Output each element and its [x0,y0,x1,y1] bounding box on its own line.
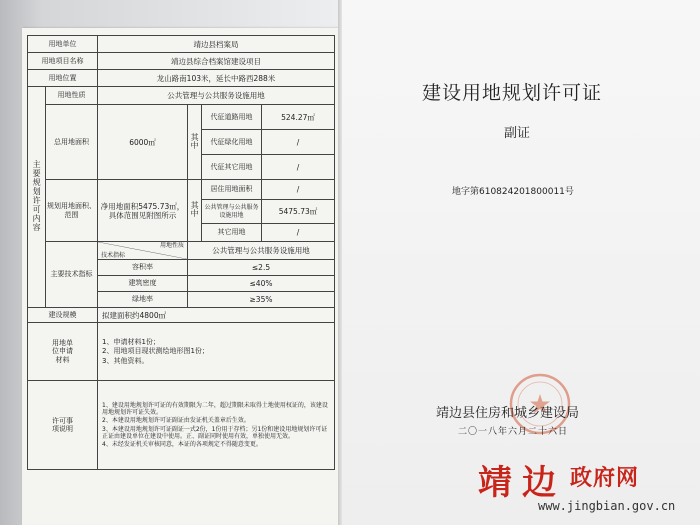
materials-item: 2、用地项目现状测绘地形图1份； [102,347,209,356]
land-user-value: 靖边县档案局 [98,36,335,53]
tech-header-top: 用地性质 [159,242,184,249]
of-which-label-1: 其中 [188,105,202,180]
materials-item: 1、申请材料1份； [102,337,160,346]
nature-value: 公共管理与公共服务设施用地 [98,87,335,105]
road-value: 524.27㎡ [262,105,335,130]
location-value: 龙山路南103米，延长中路西288米 [98,70,335,87]
watermark-text: 政府网 [570,466,640,491]
density-label: 建筑密度 [98,276,188,292]
location-label: 用地位置 [28,70,98,87]
nature-label: 用地性质 [46,87,98,105]
tech-header-diagonal [98,242,188,260]
tech-index-label: 主要技术指标 [46,242,98,308]
other-value: / [262,155,335,180]
total-area-value: 6000㎡ [98,105,188,180]
materials-label: 用地单位申请材料 [28,323,98,381]
document-number: 地字第610824201800011号 [452,187,574,197]
notes-item: 4、未经发证机关审核同意，本证的各项规定不得随意变更。 [102,440,262,448]
other-land-value: / [262,224,335,242]
notes-list [98,381,335,470]
issuing-authority: 靖边县住房和城乡建设局 [436,406,580,421]
density-value: ≤40% [188,276,335,292]
tech-header-bottom: 技术指标 [101,251,126,259]
land-user-label: 用地单位 [28,36,98,53]
tech-header-value: 公共管理与公共服务设施用地 [188,242,335,260]
materials-list [98,323,335,381]
watermark-char-1: 靖 [478,463,512,503]
notes-item: 2、本建设用地规划许可证副证由发证机关盖章后生效。 [102,417,250,425]
project-name-value: 靖边县综合档案馆建设项目 [98,53,335,70]
road-label: 代征道路用地 [202,105,262,130]
watermark-url: www.jingbian.gov.cn [538,499,676,513]
permit-table [27,35,335,470]
far-label: 容积率 [98,260,188,276]
permit-subtitle: 副证 [504,126,531,141]
green-rate-label: 绿地率 [98,292,188,308]
public-facility-label: 公共管理与公共服务设施用地 [202,200,262,224]
main-content-label: 主要规划许可内容 [28,87,46,308]
watermark-char-2: 边 [522,463,556,503]
issue-date: 二〇一八年六月二十六日 [458,427,569,437]
site-watermark [478,455,694,523]
materials-item: 3、其他资料。 [102,356,149,365]
other-label: 代征其它用地 [202,155,262,180]
green-value: / [262,130,335,155]
scale-label: 建设规模 [28,308,98,323]
far-value: ≤2.5 [188,260,335,276]
planned-area-label: 规划用地面积、范围 [46,180,98,242]
notes-label: 许可事项说明 [28,381,98,470]
of-which-label-2: 其中 [188,180,202,242]
residential-label: 居住用地面积 [202,180,262,200]
residential-value: / [262,180,335,200]
project-name-label: 用地项目名称 [28,53,98,70]
notes-item: 1、建设用地规划许可证的有效期限为二年，超过期限未取得土地使用权证的，该建设用地规划许可证失效。 [102,401,328,417]
permit-title: 建设用地规划许可证 [422,82,603,104]
green-rate-value: ≥35% [188,292,335,308]
green-label: 代征绿化用地 [202,130,262,155]
total-area-label: 总用地面积 [46,105,98,180]
scale-value: 拟建面积约4800㎡ [98,308,335,323]
public-facility-value: 5475.73㎡ [262,200,335,224]
other-land-label: 其它用地 [202,224,262,242]
planned-area-value: 净用地面积5475.73㎡，具体范围见附图所示 [98,180,188,242]
notes-item: 3、本建设用地规划许可证副证一式2份，1份用于存档；另1份和建设用地规划许可证正证由建设单位在建设中使用。正、副证同时使用有效，单独使用无效。 [102,425,328,440]
